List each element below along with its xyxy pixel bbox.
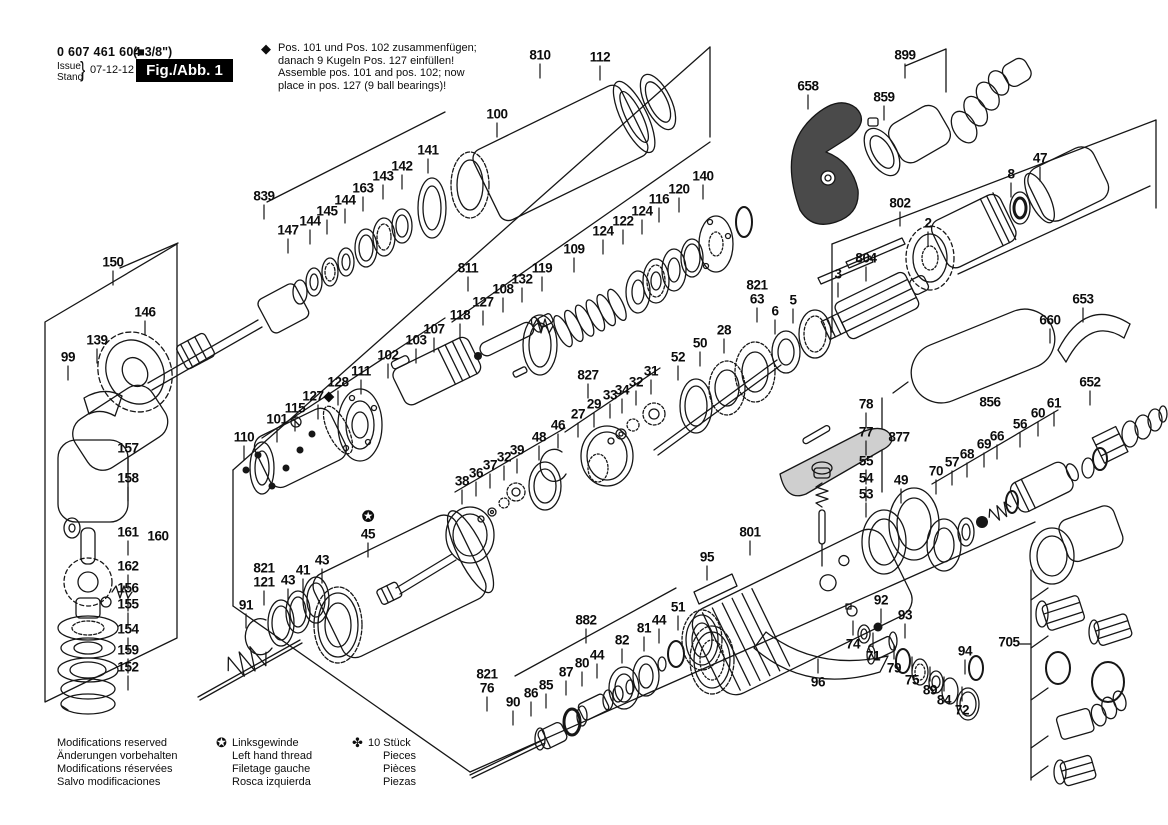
circled-star-icon: ✪ [216, 735, 227, 750]
part-label-6: 6 [771, 303, 779, 319]
part-label-57: 57 [944, 454, 960, 470]
clover-icon: ✤ [352, 735, 363, 750]
part-label-145: 145 [316, 203, 338, 219]
part-label-856: 856 [979, 394, 1001, 410]
part-label-155: 155 [117, 596, 139, 612]
part-drawing-trigger-valve [780, 425, 939, 574]
part-label-29: 29 [586, 396, 602, 412]
part-label-102: 102 [377, 347, 399, 363]
part-label-74: 74 [845, 636, 861, 652]
part-label-28: 28 [716, 322, 732, 338]
part-label-86: 86 [523, 685, 539, 701]
part-label-27: 27 [570, 406, 586, 422]
part-label-32: 32 [496, 449, 512, 465]
part-label-159: 159 [117, 642, 139, 658]
part-label-127: 127 [472, 294, 494, 310]
part-label-162: 162 [117, 558, 139, 574]
part-label-76: 76 [479, 680, 495, 696]
part-label-68: 68 [959, 446, 975, 462]
part-drawing-gear-train [376, 307, 831, 605]
part-label-34: 34 [614, 382, 630, 398]
part-number: 0 607 461 604 [57, 45, 141, 59]
part-label-653: 653 [1072, 291, 1094, 307]
part-label-51: 51 [670, 599, 686, 615]
part-label-802: 802 [889, 195, 911, 211]
part-drawing-bevel-gear-set [58, 528, 132, 714]
part-label-3: 3 [834, 266, 842, 282]
part-label-49: 49 [893, 472, 909, 488]
legend-line: Piezas [383, 776, 417, 788]
part-label-156: 156 [117, 580, 139, 596]
legend-line: Linksgewinde [232, 737, 299, 749]
part-label-116: 116 [648, 191, 670, 207]
part-label-66: 66 [989, 428, 1005, 444]
part-label-8: 8 [1007, 166, 1015, 182]
part-label-142: 142 [391, 158, 413, 174]
part-label-146: 146 [134, 304, 156, 320]
part-label-109: 109 [563, 241, 585, 257]
part-label-70: 70 [928, 463, 944, 479]
part-label-63: 63 [749, 291, 765, 307]
part-label-✪: ✪ [361, 508, 375, 526]
part-label-79: 79 [886, 660, 902, 676]
part-label-147: 147 [277, 222, 299, 238]
part-label-118: 118 [449, 307, 471, 323]
part-label-94: 94 [957, 643, 973, 659]
legend-line: 10 Stück [368, 737, 411, 749]
brace-glyph: } [80, 57, 86, 82]
part-label-81: 81 [636, 620, 652, 636]
part-label-43: 43 [314, 552, 330, 568]
part-label-82: 82 [614, 632, 630, 648]
part-label-95: 95 [699, 549, 715, 565]
part-label-821: 821 [253, 560, 275, 576]
part-label-99: 99 [60, 349, 76, 365]
part-label-85: 85 [538, 677, 554, 693]
part-drawing-hammer-case [198, 505, 502, 700]
note-line: Pos. 101 und Pos. 102 zusammenfügen; [278, 42, 477, 54]
diamond-icon: ◆ [261, 41, 271, 56]
part-label-120: 120 [668, 181, 690, 197]
part-label-69: 69 [976, 436, 992, 452]
part-label-2: 2 [924, 215, 932, 231]
part-label-44: 44 [651, 612, 667, 628]
part-label-41: 41 [295, 562, 311, 578]
part-label-78: 78 [858, 396, 874, 412]
part-label-801: 801 [739, 524, 761, 540]
part-label-103: 103 [405, 332, 427, 348]
part-label-52: 52 [670, 349, 686, 365]
part-label-124: 124 [631, 203, 653, 219]
part-label-46: 46 [550, 417, 566, 433]
part-label-143: 143 [372, 168, 394, 184]
part-label-56: 56 [1012, 416, 1028, 432]
part-label-150: 150 [102, 254, 124, 270]
part-label-32: 32 [628, 374, 644, 390]
part-label-158: 158 [117, 470, 139, 486]
part-label-36: 36 [468, 465, 484, 481]
part-label-144: 144 [334, 192, 356, 208]
issue-label: Issue [57, 61, 81, 72]
part-label-128: 128 [327, 374, 349, 390]
part-label-75: 75 [904, 672, 920, 688]
frame-lines [45, 47, 1156, 780]
part-label-39: 39 [509, 442, 525, 458]
part-label-44: 44 [589, 647, 605, 663]
part-label-100: 100 [486, 106, 508, 122]
part-label-899: 899 [894, 47, 916, 63]
note-line: danach 9 Kugeln Pos. 127 einfüllen! [278, 54, 455, 67]
part-label-811: 811 [457, 260, 479, 276]
part-label-72: 72 [954, 702, 970, 718]
stand-label: Stand [57, 72, 84, 83]
legend-line: Änderungen vorbehalten [57, 750, 178, 762]
legend-line: Filetage gauche [232, 763, 311, 775]
part-label-157: 157 [117, 440, 139, 456]
part-label-89: 89 [922, 682, 938, 698]
part-label-658: 658 [797, 78, 819, 94]
part-label-140: 140 [692, 168, 714, 184]
part-label-84: 84 [936, 692, 952, 708]
part-label-821: 821 [476, 666, 498, 682]
part-label-61: 61 [1046, 395, 1062, 411]
part-label-877: 877 [888, 429, 910, 445]
part-label-108: 108 [492, 281, 514, 297]
part-label-122: 122 [612, 213, 634, 229]
part-label-96: 96 [810, 674, 826, 690]
legend-line: Pieces [383, 750, 417, 762]
part-label-53: 53 [858, 486, 874, 502]
drive-size-note: (■3/8") [133, 45, 173, 59]
part-drawing-angle-head [58, 319, 186, 538]
part-label-55: 55 [858, 453, 874, 469]
part-label-71: 71 [865, 648, 881, 664]
legend-line: Rosca izquierda [232, 776, 311, 788]
part-label-93: 93 [897, 607, 913, 623]
part-label-859: 859 [873, 89, 895, 105]
part-label-161: 161 [117, 524, 139, 540]
note-line: Assemble pos. 101 and pos. 102; now [278, 67, 465, 79]
part-label-47: 47 [1032, 150, 1048, 166]
note-line: place in pos. 127 (9 ball bearings)! [278, 79, 447, 92]
part-drawing-air-inlet [893, 300, 1167, 571]
part-label-119: 119 [531, 260, 553, 276]
part-drawing-valve-group [470, 610, 722, 778]
part-drawing-fitting-kit [1030, 503, 1133, 786]
part-label-37: 37 [482, 457, 498, 473]
part-label-54: 54 [858, 470, 874, 486]
part-drawing-clutch-group [243, 207, 753, 494]
part-label-115: 115 [284, 400, 306, 416]
part-label-107: 107 [423, 321, 445, 337]
part-label-50: 50 [692, 335, 708, 351]
part-label-5: 5 [789, 292, 797, 308]
legend-line: Left hand thread [232, 750, 313, 762]
part-label-38: 38 [454, 473, 470, 489]
part-label-87: 87 [558, 664, 574, 680]
part-drawing-lever-and-hose [791, 55, 1047, 225]
part-label-92: 92 [873, 592, 889, 608]
part-drawing-output-spindle [148, 152, 489, 390]
part-label-705: 705 [998, 634, 1020, 650]
part-label-60: 60 [1030, 405, 1046, 421]
part-label-652: 652 [1079, 374, 1101, 390]
part-drawing-motor-housing [686, 523, 983, 720]
legend-line: Pièces [383, 763, 417, 775]
part-label-827: 827 [577, 367, 599, 383]
part-label-660: 660 [1039, 312, 1061, 328]
part-label-101: 101 [266, 411, 288, 427]
part-label-121: 121 [253, 574, 275, 590]
part-label-821: 821 [746, 277, 768, 293]
part-label-139: 139 [86, 332, 108, 348]
part-label-77: 77 [858, 424, 874, 440]
part-label-91: 91 [238, 597, 254, 613]
part-label-90: 90 [505, 694, 521, 710]
part-label-882: 882 [575, 612, 597, 628]
part-drawing-housing-tube [470, 69, 683, 224]
issue-date: 07-12-12 [90, 64, 135, 76]
part-label-127◆: 127◆ [302, 388, 334, 404]
part-label-154: 154 [117, 621, 139, 637]
part-label-48: 48 [531, 429, 547, 445]
part-label-132: 132 [511, 271, 533, 287]
part-label-163: 163 [352, 180, 374, 196]
part-label-33: 33 [602, 387, 618, 403]
part-label-124: 124 [592, 223, 614, 239]
legend-line: Modifications réservées [57, 763, 173, 775]
part-label-111: 111 [351, 363, 371, 379]
part-drawing-motor-group [817, 142, 1113, 348]
figure-title-badge: Fig./Abb. 1 [136, 59, 233, 82]
legend-line: Modifications reserved [57, 737, 168, 749]
part-label-160: 160 [147, 528, 169, 544]
part-label-31: 31 [643, 363, 659, 379]
part-label-152: 152 [117, 659, 139, 675]
part-label-45: 45 [360, 526, 376, 542]
part-label-110: 110 [233, 429, 255, 445]
part-label-810: 810 [529, 47, 551, 63]
part-label-141: 141 [417, 142, 439, 158]
part-label-839: 839 [253, 188, 275, 204]
part-label-144: 144 [299, 213, 321, 229]
part-label-112: 112 [589, 49, 611, 65]
part-label-43: 43 [280, 572, 296, 588]
legend-line: Salvo modificaciones [57, 776, 161, 788]
part-label-80: 80 [574, 655, 590, 671]
part-label-804: 804 [855, 250, 877, 266]
